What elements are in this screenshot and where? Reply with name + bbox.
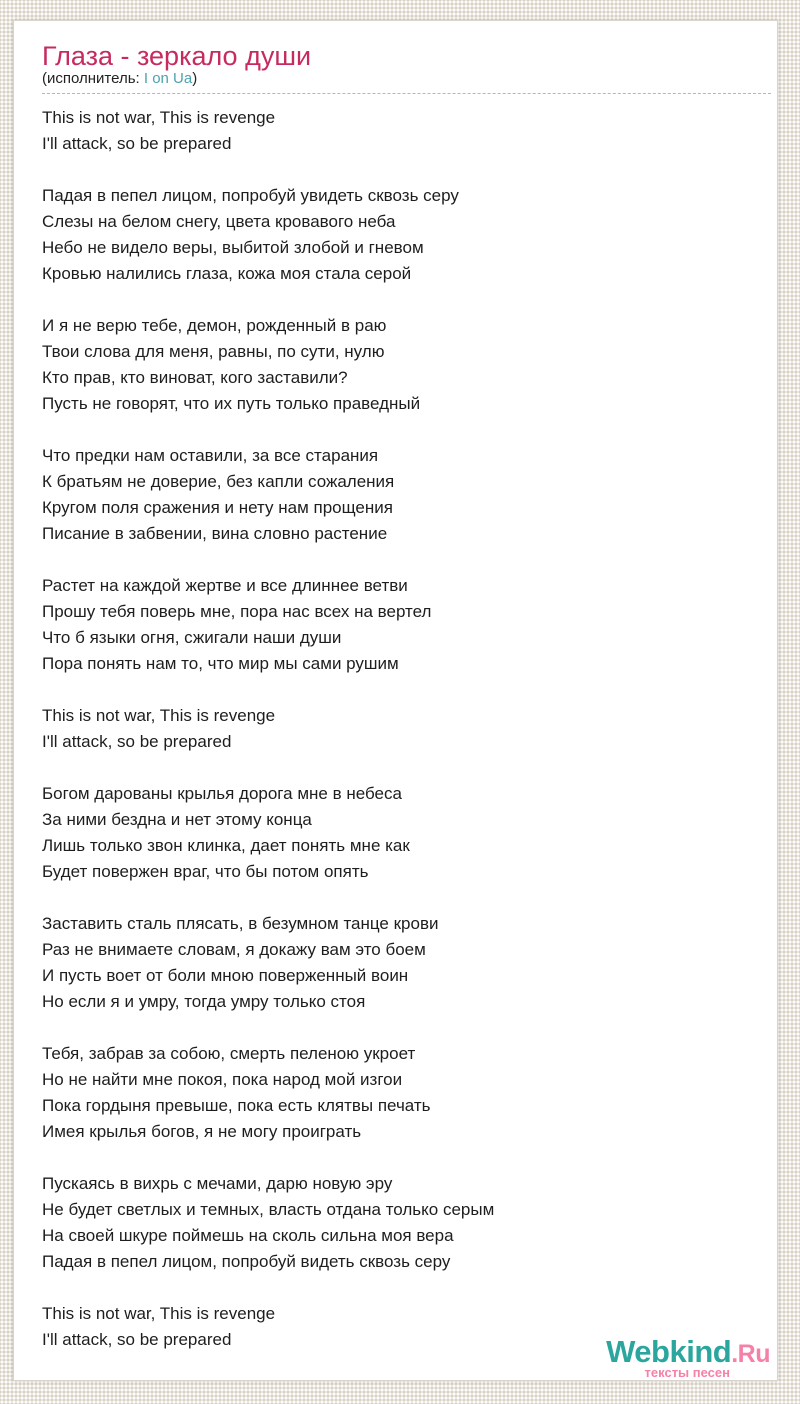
lyric-line: Слезы на белом снегу, цвета кровавого неба — [42, 212, 396, 231]
lyric-line: К братьям не доверие, без капли сожаления — [42, 472, 395, 491]
lyric-line: I'll attack, so be prepared — [42, 732, 232, 751]
webkind-logo[interactable] — [606, 1334, 770, 1380]
lyric-stanza — [42, 911, 773, 1015]
lyric-line: Богом дарованы крылья дорога мне в небеса — [42, 784, 402, 803]
lyric-line: Пока гордыня превыше, пока есть клятвы печать — [42, 1096, 431, 1115]
lyric-line: This is not war, This is revenge — [42, 1304, 276, 1323]
lyric-line: Растет на каждой жертве и все длиннее ветви — [42, 576, 408, 595]
lyric-line: Падая в пепел лицом, попробуй видеть сквозь серу — [42, 1252, 451, 1271]
lyric-line: Что б языки огня, сжигали наши души — [42, 628, 342, 647]
dashed-separator — [42, 93, 771, 94]
lyric-line: Лишь только звон клинка, дает понять мне как — [42, 836, 410, 855]
lyric-stanza — [42, 313, 773, 417]
artist-label: (исполнитель: — [42, 70, 144, 87]
logo-main-text: Webkind — [606, 1334, 732, 1369]
logo-tagline: тексты песен — [644, 1365, 730, 1380]
lyric-line: И пусть воет от боли мною поверженный воин — [42, 966, 409, 985]
lyric-line: Но если я и умру, тогда умру только стоя — [42, 992, 366, 1011]
lyric-line: Пускаясь в вихрь с мечами, дарю новую эру — [42, 1174, 393, 1193]
lyric-line: Падая в пепел лицом, попробуй увидеть сквозь серу — [42, 186, 459, 205]
lyric-line: Пора понять нам то, что мир мы сами рушим — [42, 654, 399, 673]
lyrics-card — [13, 20, 778, 1381]
lyric-line: Твои слова для меня, равны, по сути, нулю — [42, 342, 385, 361]
lyric-line: This is not war, This is revenge — [42, 108, 276, 127]
lyric-line: Но не найти мне покоя, пока народ мой изгои — [42, 1070, 403, 1089]
lyric-stanza — [42, 183, 773, 287]
lyric-stanza — [42, 105, 773, 157]
lyric-stanza — [42, 573, 773, 677]
lyric-stanza — [42, 1171, 773, 1275]
lyric-line: На своей шкуре поймешь на сколь сильна моя вера — [42, 1226, 454, 1245]
lyric-line: Кровью налились глаза, кожа моя стала серой — [42, 264, 412, 283]
lyric-stanza — [42, 1041, 773, 1145]
lyric-line: Кругом поля сражения и нету нам прощения — [42, 498, 393, 517]
lyric-line: За ними бездна и нет этому конца — [42, 810, 312, 829]
lyric-line: I'll attack, so be prepared — [42, 134, 232, 153]
lyric-stanza — [42, 703, 773, 755]
logo-wordmark — [606, 1334, 770, 1369]
lyric-line: Не будет светлых и темных, власть отдана только серым — [42, 1200, 495, 1219]
lyric-line: Кто прав, кто виноват, кого заставили? — [42, 368, 348, 387]
artist-line-suffix: ) — [192, 70, 198, 87]
lyric-stanza — [42, 443, 773, 547]
lyric-line: Прошу тебя поверь мне, пора нас всех на вертел — [42, 602, 432, 621]
lyric-line: Раз не внимаете словам, я докажу вам это боем — [42, 940, 426, 959]
lyric-line: Пусть не говорят, что их путь только праведный — [42, 394, 421, 413]
lyrics-text — [42, 105, 773, 1353]
lyric-line: Тебя, забрав за собою, смерть пеленою укроет — [42, 1044, 416, 1063]
lyric-line: Заставить сталь плясать, в безумном танце крови — [42, 914, 439, 933]
logo-suffix-text: .Ru — [731, 1340, 770, 1368]
lyric-line: This is not war, This is revenge — [42, 706, 276, 725]
artist-line — [42, 69, 773, 89]
lyric-stanza — [42, 781, 773, 885]
lyric-line: Что предки нам оставили, за все старания — [42, 446, 379, 465]
lyric-line: И я не верю тебе, демон, рожденный в раю — [42, 316, 387, 335]
page-title: Глаза - зеркало души — [42, 41, 312, 71]
lyric-line: Имея крылья богов, я не могу проиграть — [42, 1122, 362, 1141]
lyric-line: Писание в забвении, вина словно растение — [42, 524, 388, 543]
lyric-line: I'll attack, so be prepared — [42, 1330, 232, 1349]
artist-link[interactable]: I on Ua — [143, 70, 193, 87]
lyric-line: Будет повержен враг, что бы потом опять — [42, 862, 369, 881]
lyric-line: Небо не видело веры, выбитой злобой и гневом — [42, 238, 424, 257]
